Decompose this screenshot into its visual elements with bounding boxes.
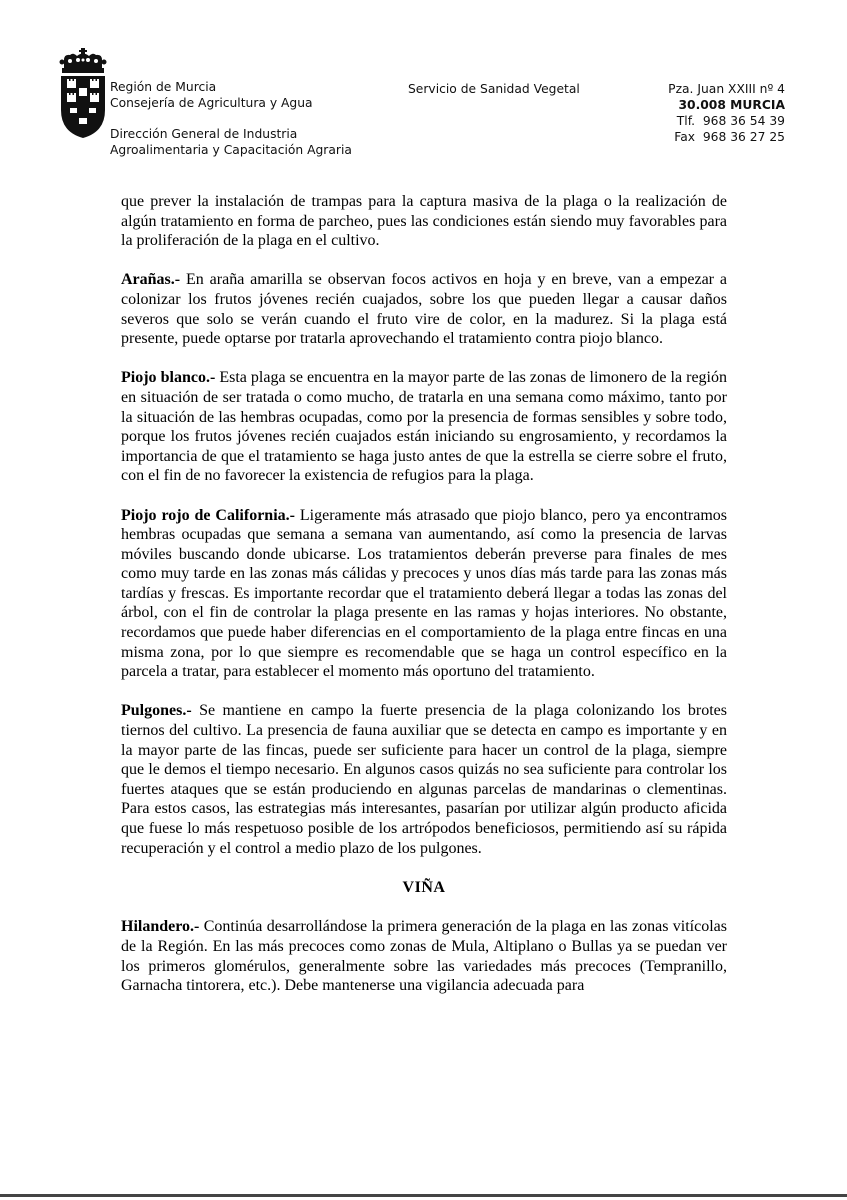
paragraph-text: que prever la instalación de trampas para la captura masiva de la plaga o la realización de algún tratamiento en forma de parcheo, pues las condiciones están siendo muy favorables para la proliferación de la plaga en el cultivo. — [121, 193, 727, 250]
paragraph-text: Ligeramente más atrasado que piojo blanco, pero ya encontramos hembras ocupadas que semana a semana van aumentando, así como la presencia de larvas móviles buscando donde ubicarse. Los tratamientos deberán preverse para finales de mes como muy tarde en las zonas más cálidas y precoces y unos días más tarde para las zonas más tardías y frescas. Es importante recordar que el tratamiento deberá llegar a todas las zonas del árbol, con el fin de controlar la plaga presente en las ramas y hojas interiores. No obstante, recordamos que puede haber diferencias en el comportamiento de la plaga entre fincas en una misma zona, por lo que siempre es recomendable que se haga un control específico en la parcela a tratar, para establecer el momento más oportuno del tratamiento. — [121, 506, 728, 681]
org-line-department: Consejería de Agricultura y Agua — [110, 96, 313, 110]
paragraph-text: Se mantiene en campo la fuerte presencia de la plaga colonizando los brotes tiernos del cultivo. La presencia de fauna auxiliar que se detecta en campo es importante y en la mayor parte de las fincas, puede ser suficiente para hacer un control de la plaga, siempre que le demos el tiempo necesario. En algunos casos quizás no sea suficiente para controlar los fuertes ataques que se están produciendo en algunas parcelas de mandarinas o clementinas. Para estos casos, las estrategias más interesantes, pasarían por utilizar algún producto aficida que fuese lo más respetuoso posible de los artrópodos beneficiosos, permitiendo así su rápida recuperación y el control a medio plazo de los pulgones. — [121, 702, 727, 857]
paragraph-intro — [121, 192, 727, 251]
document-body — [121, 192, 727, 1015]
address-city: 30.008 MURCIA — [678, 98, 785, 112]
region-coat-of-arms-icon — [58, 48, 108, 140]
org-line-region: Región de Murcia — [110, 80, 217, 94]
section-title-vina: VIÑA — [402, 878, 446, 896]
letterhead — [0, 0, 847, 170]
page-bottom-edge — [0, 1194, 847, 1197]
fax-number: Fax 968 36 27 25 — [674, 130, 785, 144]
paragraph-piojo-rojo — [121, 506, 727, 682]
paragraph-heading: Piojo blanco.- — [121, 369, 216, 387]
directorate-name — [110, 126, 352, 158]
service-name: Servicio de Sanidad Vegetal — [408, 82, 580, 96]
paragraph-heading: Piojo rojo de California.- — [121, 506, 295, 524]
address-block — [668, 81, 785, 145]
paragraph-text: Continúa desarrollándose la primera generación de la plaga en las zonas vitícolas de la Región. En las más precoces como zonas de Mula, Altiplano o Bullas ya se puedan ver los primeros glomérulos, generalmente sobre las variedades más precoces (Tempranillo, Garnacha tintorera, etc.). Debe mantenerse una vigilancia adecuada para — [121, 918, 727, 995]
paragraph-text: En araña amarilla se observan focos activos en hoja y en breve, van a empezar a colonizar los frutos jóvenes recién cuajados, sobre los que pueden llegar a causar daños severos que solo se verán cuando el fruto vire de color, en la madurez. Si la plaga está presente, puede optarse por tratarla aprovechando el tratamiento contra piojo blanco. — [121, 271, 727, 348]
organization-name — [110, 79, 313, 111]
paragraph-aranas — [121, 270, 727, 348]
address-street: Pza. Juan XXIII nº 4 — [668, 82, 785, 96]
paragraph-heading: Hilandero.- — [121, 918, 200, 936]
phone-number: Tlf. 968 36 54 39 — [676, 114, 785, 128]
paragraph-heading: Arañas.- — [121, 271, 181, 289]
directorate-line-1: Dirección General de Industria — [110, 127, 298, 141]
directorate-line-2: Agroalimentaria y Capacitación Agraria — [110, 143, 352, 157]
paragraph-text: Esta plaga se encuentra en la mayor parte de las zonas de limonero de la región en situación de ser tratada o como mucho, de tratarla en una semana como máximo, tanto por la situación de las hembras ocupadas, como por la presencia de formas sensibles y sobre todo, porque los frutos jóvenes recién cuajados están iniciando su engrosamiento, y recordamos la importancia de que el tratamiento se haga justo antes de que la estrella se cierre sobre el fruto, con el fin de no favorecer la existencia de refugios para la plaga. — [121, 369, 728, 485]
paragraph-pulgones — [121, 701, 727, 858]
paragraph-hilandero — [121, 917, 727, 995]
paragraph-heading: Pulgones.- — [121, 702, 192, 720]
paragraph-piojo-blanco — [121, 368, 727, 486]
